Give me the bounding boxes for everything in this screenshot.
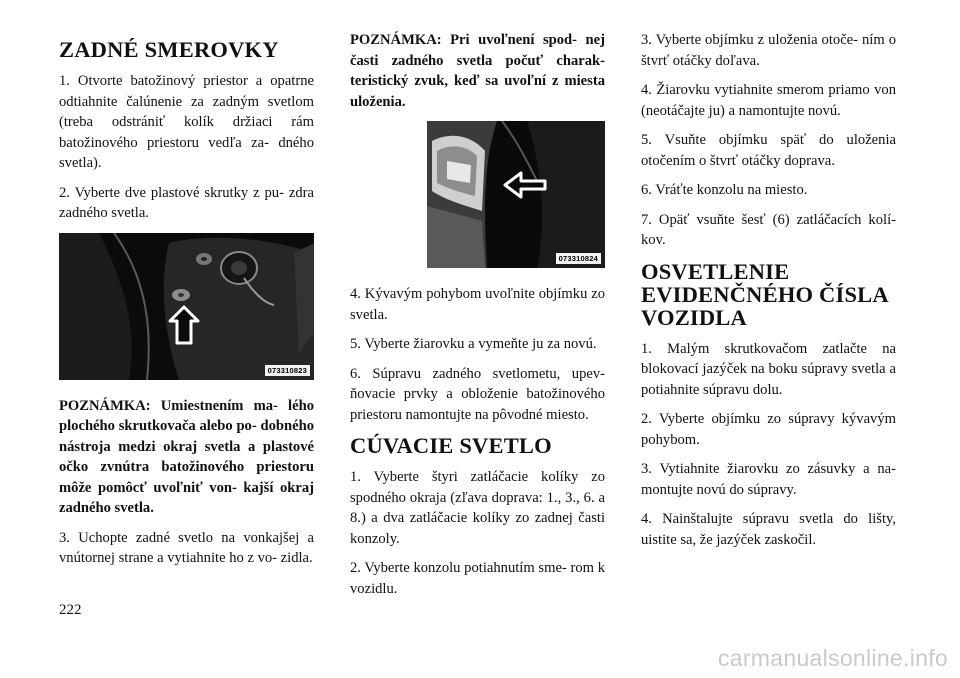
note-paragraph: POZNÁMKA: Umiestnením ma- lého plochého skrutkovača alebo po- dobného nástroja medzi okraj svetla a plastové očko zvnútra batožinového priestoru môže pomôcť uvoľniť von- kajší okraj zadného svetla.	[59, 397, 314, 516]
backup-step-6-paragraph: 6. Vráťte konzolu na miesto.	[641, 182, 808, 198]
column-1	[59, 30, 314, 578]
backup-step-4-paragraph: 4. Žiarovku vytiahnite smerom priamo von (neotáčajte ju) a namontujte novú.	[641, 82, 896, 119]
watermark: carmanualsonline.info	[717, 645, 948, 671]
plate-step-2-paragraph: 2. Vyberte objímku zo súpravy kývavým pohybom.	[641, 411, 896, 448]
step-1-paragraph: 1. Otvorte batožinový priestor a opatrne odtiahnite čalúnenie za zadným svetlom (treba odstrániť kolík držiaci rám batožinového priestoru vedľa za- dného svetla).	[59, 73, 314, 171]
backup-step-3-paragraph: 3. Vyberte objímku z uloženia otoče- ním o štvrť otáčky doľava.	[641, 32, 896, 69]
plate-step-4-paragraph: 4. Nainštalujte súpravu svetla do lišty, uistite sa, že jazýček zaskočil.	[641, 511, 896, 548]
backup-step-7-paragraph: 7. Opäť vsuňte šesť (6) zatláčacích kolí- kov.	[641, 211, 896, 248]
section-heading-backup-light: CÚVACIE SVETLO	[350, 433, 552, 458]
photo-code-label-2: 073310824	[556, 253, 601, 264]
plate-step-1-paragraph: 1. Malým skrutkovačom zatlačte na blokovací jazýček na boku súpravy svetla a potiahnite súpravu dolu.	[641, 340, 896, 398]
backup-step-1-paragraph: 1. Vyberte štyri zatláčacie kolíky zo spodného okraja (zľava doprava: 1., 3., 6. a 8.) a dva zatláčacie kolíky zo zadnej časti konzoly.	[350, 469, 605, 547]
step-6-paragraph: 6. Súpravu zadného svetlometu, upev- ňovacie prvky a obloženie batožinového priestoru namontujte na pôvodné miesto.	[350, 365, 605, 423]
column-3	[641, 30, 896, 559]
plate-step-3-paragraph: 3. Vytiahnite žiarovku zo zásuvky a na- montujte novú do súpravy.	[641, 461, 896, 498]
section-heading-license-plate-light: OSVETLENIE EVIDENČNÉHO ČÍSLA VOZIDLA	[641, 258, 888, 330]
backup-step-5-paragraph: 5. Vsuňte objímku späť do uloženia otočením o štvrť otáčky doprava.	[641, 132, 896, 169]
step-4-paragraph: 4. Kývavým pohybom uvoľnite objímku zo svetla.	[350, 286, 605, 323]
backup-step-2-paragraph: 2. Vyberte konzolu potiahnutím sme- rom k vozidlu.	[350, 560, 605, 597]
tail-light-photo	[427, 121, 605, 268]
tail-light-illustration	[427, 121, 605, 268]
column-2	[350, 30, 605, 608]
step-5-paragraph: 5. Vyberte žiarovku a vymeňte ju za novú.	[350, 336, 597, 352]
trunk-interior-illustration	[59, 233, 314, 380]
page-number: 222	[59, 602, 82, 618]
photo-code-label: 073310823	[265, 365, 310, 376]
step-2-paragraph: 2. Vyberte dve plastové skrutky z pu- zdra zadného svetla.	[59, 184, 314, 221]
step-3-paragraph: 3. Uchopte zadné svetlo na vonkajšej a vnútornej strane a vytiahnite ho z vo- zidla.	[59, 529, 314, 566]
section-heading-rear-turn-signals: ZADNÉ SMEROVKY	[59, 37, 279, 62]
trunk-screws-photo	[59, 233, 314, 380]
note-paragraph-2: POZNÁMKA: Pri uvoľnení spod- nej časti zadného svetla počuť charak- teristický zvuk, keď sa uvoľní z miesta uloženia.	[350, 32, 605, 110]
